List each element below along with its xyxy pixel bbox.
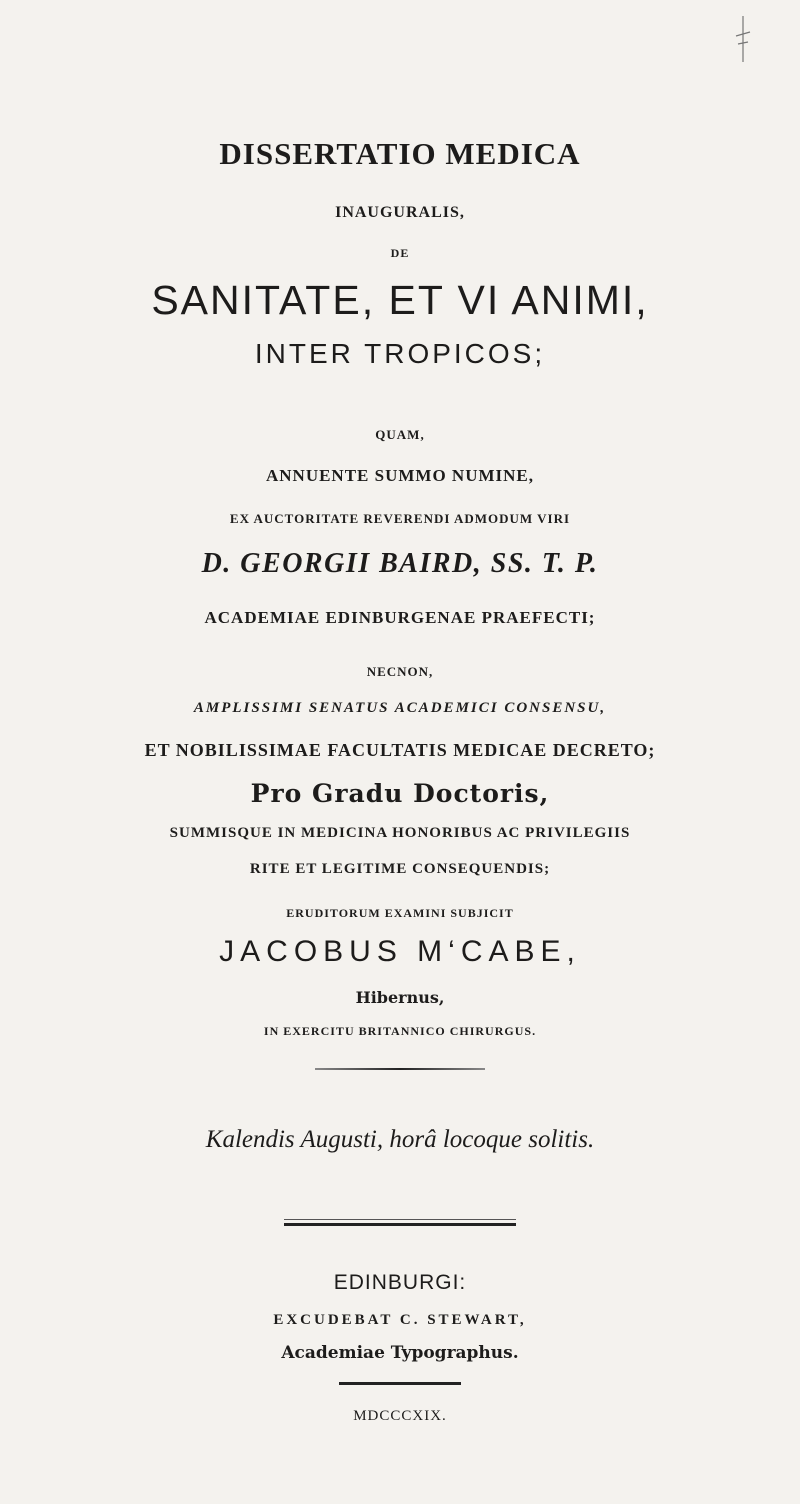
pro-gradu-line: Pro Gradu Doctoris,	[250, 779, 550, 808]
divider-rule-2	[284, 1219, 516, 1220]
ex-auctoritate-line: EX AUCTORITATE REVERENDI ADMODUM VIRI	[229, 511, 571, 526]
dissertation-subtitle: INAUGURALIS,	[335, 204, 465, 221]
printer-line: EXCUDEBAT C. STEWART,	[273, 1312, 527, 1328]
praefectus-name: D. GEORGII BAIRD, SS. T. P.	[201, 548, 599, 579]
quam-word: QUAM,	[375, 427, 425, 442]
date-line: Kalendis Augusti, horâ locoque solitis.	[205, 1126, 595, 1153]
divider-rule-4	[339, 1382, 461, 1385]
facultatis-line: ET NOBILISSIMAE FACULTATIS MEDICAE DECRETO;	[144, 740, 656, 760]
rite-line: RITE ET LEGITIME CONSEQUENDIS;	[249, 861, 551, 877]
hibernus-word: Hibernus,	[355, 988, 445, 1007]
topic-line-2: INTER TROPICOS;	[254, 338, 546, 369]
exercitu-line: IN EXERCITU BRITANNICO CHIRURGUS.	[263, 1024, 537, 1038]
city-line: EDINBURGI:	[333, 1271, 467, 1294]
necnon-word: NECNON,	[366, 664, 434, 679]
eruditorum-line: ERUDITORUM EXAMINI SUBJICIT	[286, 906, 514, 920]
year-line: MDCCCXIX.	[353, 1408, 447, 1424]
divider-rule-3	[284, 1223, 516, 1226]
divider-rule-1	[315, 1068, 485, 1070]
de-word: DE	[390, 246, 410, 260]
printer-title-line: Academiae Typographus.	[281, 1343, 519, 1363]
author-name: JACOBUS M‘CABE,	[219, 935, 581, 968]
ink-mark	[734, 14, 752, 64]
topic-line-1: SANITATE, ET VI ANIMI,	[151, 277, 649, 323]
annuente-line: ANNUENTE SUMMO NUMINE,	[265, 466, 535, 485]
summisque-line: SUMMISQUE IN MEDICINA HONORIBUS AC PRIVILEGIIS	[169, 825, 631, 841]
senatus-line: AMPLISSIMI SENATUS ACADEMICI CONSENSU,	[193, 700, 607, 716]
academiae-line: ACADEMIAE EDINBURGENAE PRAEFECTI;	[204, 608, 596, 627]
dissertation-title: DISSERTATIO MEDICA	[219, 136, 581, 171]
